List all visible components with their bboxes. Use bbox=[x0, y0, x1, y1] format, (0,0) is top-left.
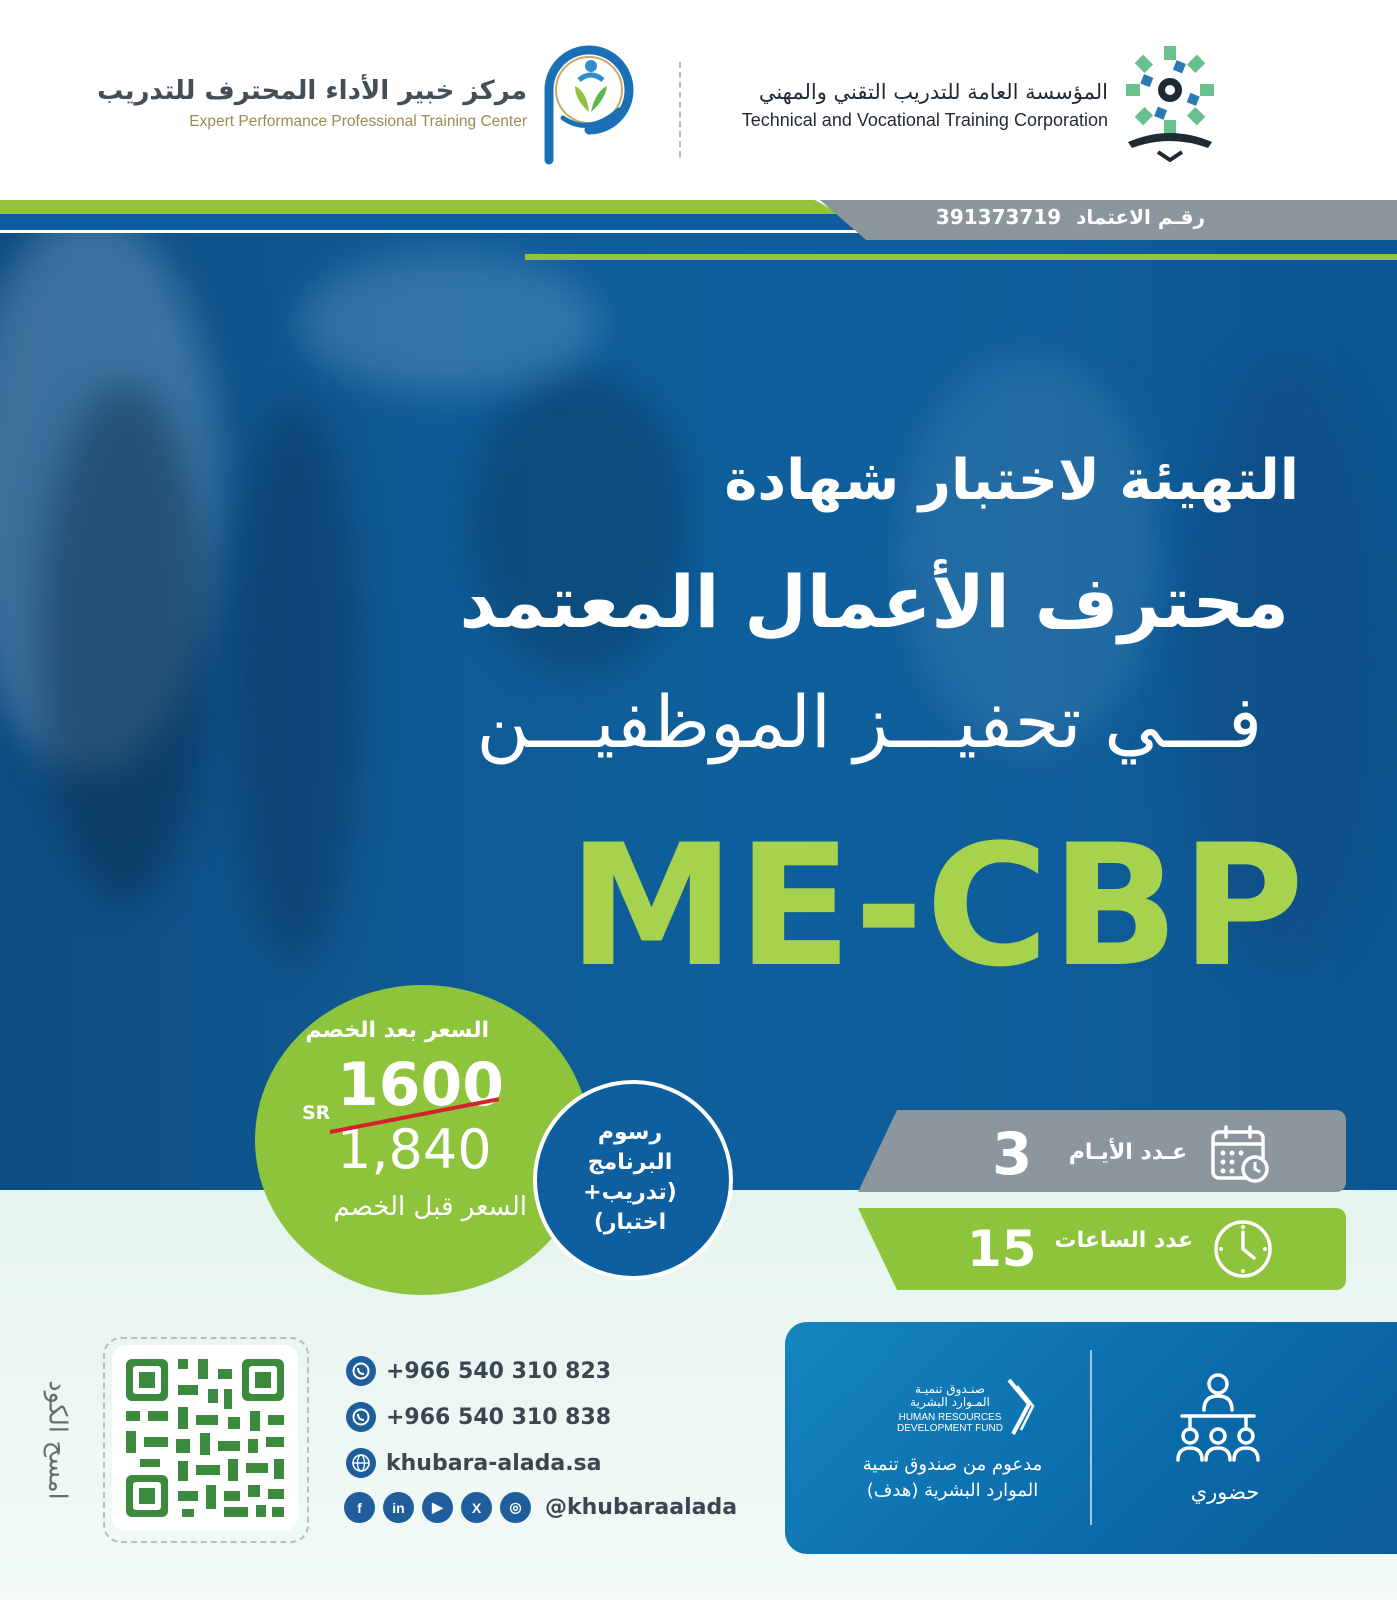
hrdf-logo-en-line: HUMAN RESOURCES bbox=[898, 1412, 1002, 1423]
globe-icon bbox=[346, 1448, 376, 1478]
attendance-icon bbox=[1168, 1370, 1268, 1470]
fees-text bbox=[540, 1118, 720, 1238]
accreditation-number: 391373719 bbox=[935, 205, 1062, 229]
course-title-line2: محترف الأعمال المعتمد bbox=[459, 560, 1289, 644]
course-title-line1: التهيئة لاختبار شهادة bbox=[724, 448, 1299, 513]
tvtc-name-ar: المؤسسة العامة للتدريب التقني والمهني bbox=[758, 80, 1108, 104]
social-links bbox=[344, 1492, 737, 1523]
contact-phone1[interactable] bbox=[346, 1354, 611, 1388]
accent-stripe-green bbox=[0, 200, 840, 214]
price-before-value: 1,840 bbox=[337, 1118, 492, 1181]
accreditation-text bbox=[936, 205, 1205, 229]
panel-divider bbox=[1090, 1350, 1092, 1525]
tvtc-name-en: Technical and Vocational Training Corporation bbox=[741, 110, 1108, 130]
hrdf-support-text bbox=[840, 1452, 1065, 1504]
contact-website[interactable] bbox=[346, 1446, 602, 1480]
hrdf-support-line: مدعوم من صندوق تنمية bbox=[862, 1454, 1043, 1475]
fees-line: (تدريب+ bbox=[583, 1180, 677, 1205]
contact-phone2[interactable] bbox=[346, 1400, 611, 1434]
fees-line: اختبار) bbox=[593, 1210, 667, 1235]
phone2-text: +966 540 310 838 bbox=[386, 1404, 612, 1430]
calendar-icon bbox=[1210, 1124, 1270, 1188]
header-divider bbox=[679, 62, 681, 157]
fees-line: رسوم bbox=[597, 1120, 663, 1145]
fees-line: البرنامج bbox=[587, 1150, 673, 1175]
accreditation-label: رقـم الاعتماد bbox=[1076, 205, 1205, 229]
linkedin-icon[interactable]: in bbox=[383, 1492, 414, 1523]
youtube-icon[interactable]: ▶ bbox=[422, 1492, 453, 1523]
whatsapp-icon bbox=[346, 1356, 376, 1386]
accent-stripe-green-right bbox=[525, 254, 1397, 260]
hrdf-logo-text-en bbox=[880, 1412, 1020, 1434]
currency-label: SR bbox=[302, 1102, 331, 1124]
days-value: 3 bbox=[992, 1120, 1033, 1188]
clock-icon bbox=[1212, 1218, 1274, 1284]
days-label: عـدد الأيـام bbox=[1068, 1140, 1187, 1165]
price-before-label: السعر قبل الخصم bbox=[333, 1192, 527, 1222]
x-icon[interactable]: X bbox=[461, 1492, 492, 1523]
background-glow bbox=[300, 253, 600, 393]
course-title-line3: فـــي تحفيـــز الموظفيـــن bbox=[476, 680, 1262, 764]
price-after-label: السعر بعد الخصم bbox=[305, 1018, 489, 1043]
scan-code-label: امسح الكود bbox=[43, 1380, 73, 1500]
center-name-ar: مركز خبير الأداء المحترف للتدريب bbox=[97, 76, 527, 106]
attendance-label: حضوري bbox=[1190, 1480, 1260, 1504]
facebook-icon[interactable]: f bbox=[344, 1492, 375, 1523]
hrdf-support-line: الموارد البشرية (هدف) bbox=[866, 1480, 1039, 1501]
phone1-text: +966 540 310 823 bbox=[386, 1358, 612, 1384]
center-name-en: Expert Performance Professional Training Center bbox=[189, 113, 527, 130]
accent-stripe-blue bbox=[0, 214, 870, 230]
hours-value: 15 bbox=[967, 1220, 1037, 1278]
hours-label: عدد الساعات bbox=[1054, 1228, 1193, 1253]
instagram-icon[interactable]: ◎ bbox=[500, 1492, 531, 1523]
hrdf-logo-text-ar bbox=[880, 1383, 1020, 1409]
background-silhouette bbox=[40, 383, 210, 903]
hrdf-logo-en-line: DEVELOPMENT FUND bbox=[897, 1423, 1003, 1434]
website-text: khubara-alada.sa bbox=[386, 1450, 602, 1476]
whatsapp-icon bbox=[346, 1402, 376, 1432]
center-logo-icon bbox=[535, 40, 639, 170]
course-code: ME-CBP bbox=[568, 808, 1307, 1004]
hrdf-logo-ar-line: صنـدوق تنميـة bbox=[914, 1382, 985, 1396]
tvtc-logo-icon bbox=[1118, 42, 1222, 166]
background-silhouette bbox=[230, 403, 360, 963]
qr-code[interactable] bbox=[112, 1345, 298, 1531]
price-after-value: 1600 bbox=[337, 1050, 504, 1120]
hrdf-logo-ar-line: المـوارد البشرية bbox=[910, 1395, 990, 1409]
social-handle[interactable]: @khubaraalada bbox=[545, 1495, 738, 1520]
